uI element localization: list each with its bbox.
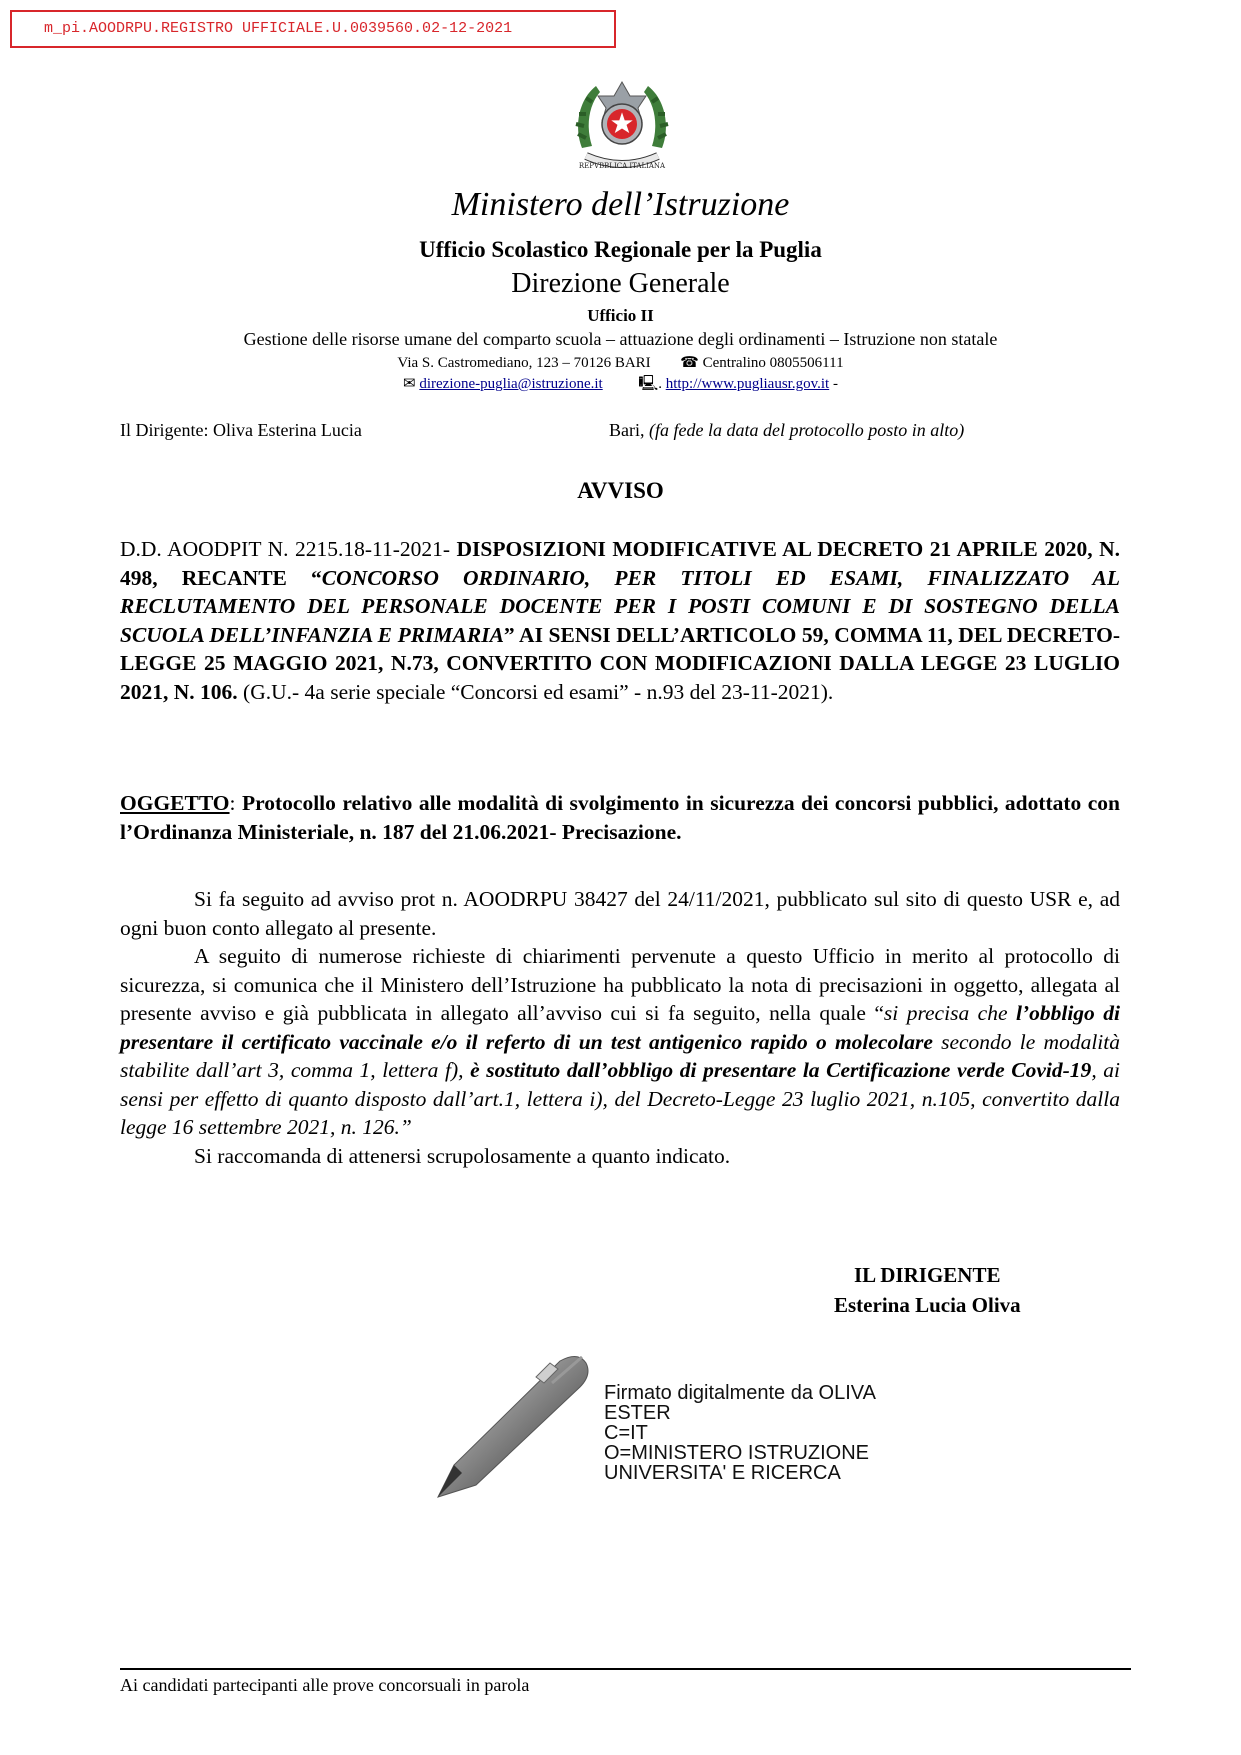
- decree-tail: (G.U.- 4a serie speciale “Concorsi ed esami” - n.93 del 23-11-2021).: [237, 679, 834, 704]
- body-section: [120, 885, 1120, 1170]
- digital-signature-line-1: Firmato digitalmente da OLIVA: [604, 1382, 876, 1404]
- subject-paragraph: [120, 789, 1120, 846]
- body-paragraph-2: [120, 942, 1120, 1142]
- digital-signature-line-5: UNIVERSITA' E RICERCA: [604, 1462, 841, 1484]
- date-line: [609, 420, 964, 441]
- digital-signature-block: [604, 1383, 876, 1483]
- phone-number: Centralino 0805506111: [702, 355, 844, 371]
- website-suffix: -: [829, 376, 838, 392]
- svg-text:REPVBBLICA ITALIANA: REPVBBLICA ITALIANA: [578, 162, 666, 170]
- dirigente-line: Il Dirigente: Oliva Esterina Lucia: [120, 420, 362, 440]
- digital-signature-line-3: C=IT: [604, 1422, 648, 1444]
- decree-bold-2: ” AI SENSI DELL’ARTICOLO 59, COMMA 11, DEL DECRETO-LEGGE 25 MAGGIO 2021, N.73, CONVERTITO CON MODIFICAZIONI DALLA LEGGE 23 LUGLIO 2021, N. 106.: [120, 622, 1120, 704]
- signer-name: Esterina Lucia Oliva: [834, 1293, 1021, 1317]
- direction-name: Direzione Generale: [511, 268, 730, 299]
- subject-label: OGGETTO: [120, 791, 230, 815]
- document-title: AVVISO: [577, 478, 664, 503]
- italian-republic-emblem-icon: [572, 78, 672, 180]
- pen-icon: [432, 1353, 592, 1501]
- protocol-stamp: m_pi.AOODRPU.REGISTRO UFFICIALE.U.0039560.02-12-2021: [10, 10, 616, 48]
- regional-office-name: Ufficio Scolastico Regionale per la Puglia: [419, 237, 822, 262]
- signer-role: IL DIRIGENTE: [854, 1263, 1001, 1287]
- decree-lead: D.D. AOODPIT N. 2215.18-11-2021-: [120, 537, 457, 561]
- website-link[interactable]: http://www.pugliausr.gov.it: [665, 376, 830, 392]
- email-link[interactable]: direzione-puglia@istruzione.it: [419, 376, 603, 392]
- body-paragraph-1: Si fa seguito ad avviso prot n. AOODRPU 38427 del 24/11/2021, pubblicato sul sito di questo USR e, ad ogni buon conto allegato al presente.: [120, 887, 1120, 940]
- subject-colon: :: [229, 791, 242, 815]
- phone-icon: ☎: [680, 355, 699, 371]
- body-p2-bi2: è sostituto dall’obbligo di presentare la Certificazione verde Covid-19: [470, 1058, 1092, 1082]
- decree-bold-italic: CONCORSO ORDINARIO, PER TITOLI ED ESAMI, FINALIZZATO AL RECLUTAMENTO DEL PERSONALE DOCENTE PER I POSTI COMUNI E DI SOSTEGNO DELLA SCUOLA DELL’INFANZIA E PRIMARIA: [120, 565, 1120, 647]
- computer-icon: 🖳: [638, 376, 659, 392]
- body-p2-a: A seguito di numerose richieste di chiarimenti pervenute a questo Ufficio in merito al protocollo di sicurezza, si comunica che il Ministero dell’Istruzione ha pubblicato la nota di precisazioni in oggetto, allegata al presente avviso e già pubblicata in allegato all’avviso cui si fa seguito, nella quale “: [120, 944, 1120, 1025]
- digital-signature-line-4: O=MINISTERO ISTRUZIONE: [604, 1442, 870, 1464]
- footer-divider: [120, 1668, 1131, 1670]
- decree-reference: [120, 535, 1120, 706]
- email-icon: ✉: [403, 376, 416, 392]
- body-p2-i1: si precisa che: [883, 1001, 1016, 1025]
- address-line: [0, 353, 1241, 372]
- date-note: (fa fede la data del protocollo posto in alto): [649, 420, 965, 440]
- digital-signature-line-2: ESTER: [604, 1402, 671, 1424]
- body-p2-i2: secondo le modalità stabilite dall’art 3, comma 1, lettera f),: [120, 1029, 1120, 1082]
- date-prefix: Bari,: [609, 420, 649, 440]
- decree-bold-1: DISPOSIZIONI MODIFICATIVE AL DECRETO 21 APRILE 2020, N. 498, RECANTE “: [120, 537, 1120, 590]
- ministry-name: Ministero dell’Istruzione: [451, 186, 790, 223]
- unit-name: Ufficio II: [587, 306, 654, 325]
- footer-recipients: Ai candidati partecipanti alle prove concorsuali in parola: [120, 1675, 530, 1695]
- unit-description: Gestione delle risorse umane del comparto scuola – attuazione degli ordinamenti – Istruzione non statale: [243, 329, 998, 349]
- body-p2-bi1: l’obbligo di presentare il certificato vaccinale e/o il referto di un test antigenico rapido o molecolare: [120, 1001, 1120, 1054]
- body-paragraph-3: Si raccomanda di attenersi scrupolosamente a quanto indicato.: [194, 1143, 731, 1168]
- address: Via S. Castromediano, 123 – 70126 BARI: [397, 355, 651, 371]
- contact-line: ✉ direzione-puglia@istruzione.it 🖳. http://www.pugliausr.gov.it -: [403, 376, 838, 392]
- subject-text: Protocollo relativo alle modalità di svolgimento in sicurezza dei concorsi pubblici, adottato con l’Ordinanza Ministeriale, n. 187 del 21.06.2021- Precisazione.: [120, 791, 1120, 844]
- body-p2-i3: , ai sensi per effetto di quanto disposto dall’art.1, lettera i), del Decreto-Legge 23 luglio 2021, n.105, convertito dalla legge 16 settembre 2021, n. 126.”: [120, 1058, 1120, 1139]
